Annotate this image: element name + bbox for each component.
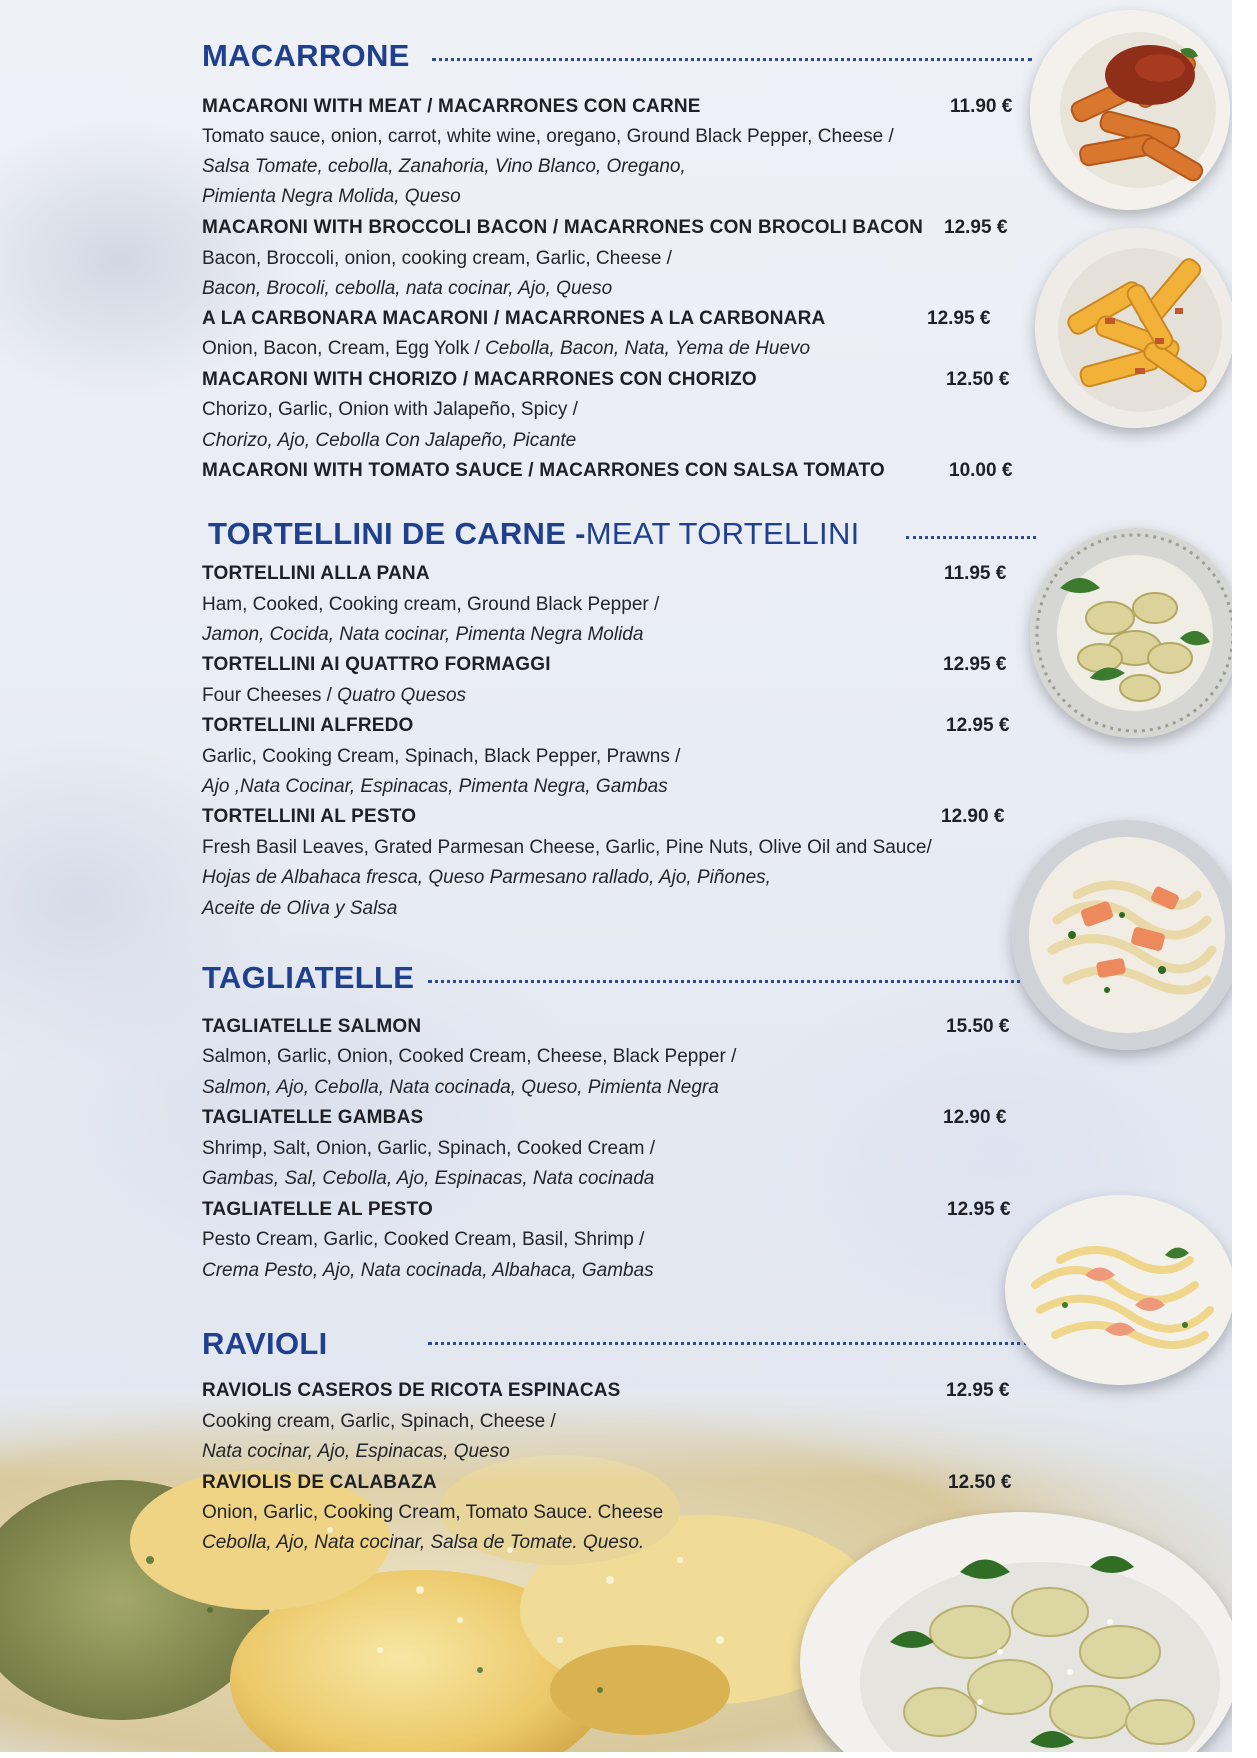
dish-desc: Chorizo, Garlic, Onion with Jalapeño, Spicy / [202, 399, 578, 420]
dish-desc: Tomato sauce, onion, carrot, white wine, oregano, Ground Black Pepper, Cheese / [202, 126, 894, 147]
dish-desc [202, 338, 810, 360]
dish-desc-es: Pimienta Negra Molida, Queso [202, 186, 461, 207]
dish-desc-es: Salsa Tomate, cebolla, Zanahoria, Vino Blanco, Oregano, [202, 156, 686, 177]
dish-name: MACARONI WITH TOMATO SAUCE / MACARRONES CON SALSA TOMATO [202, 460, 885, 481]
dish-price: 12.95 € [943, 654, 1007, 675]
dish-desc: Ham, Cooked, Cooking cream, Ground Black Pepper / [202, 594, 660, 615]
dish-desc: Onion, Garlic, Cooking Cream, Tomato Sauce. Cheese [202, 1502, 664, 1523]
penne-carbonara-photo [1035, 228, 1232, 428]
dish-name: TORTELLINI ALLA PANA [202, 563, 430, 584]
page-margin-bottom [0, 1752, 1257, 1758]
dish-name: MACARONI WITH MEAT / MACARRONES CON CARNE [202, 96, 701, 117]
dish-desc-es: Salmon, Ajo, Cebolla, Nata cocinada, Queso, Pimienta Negra [202, 1077, 719, 1098]
dish-desc: Garlic, Cooking Cream, Spinach, Black Pepper, Prawns / [202, 746, 681, 767]
section-title-tagliatelle: TAGLIATELLE [202, 960, 415, 995]
title-dots [428, 1342, 1028, 1345]
dish-price: 12.90 € [943, 1107, 1007, 1128]
dish-name: TORTELLINI AI QUATTRO FORMAGGI [202, 654, 551, 675]
dish-price: 12.50 € [948, 1472, 1012, 1493]
dish-desc-es: Jamon, Cocida, Nata cocinar, Pimenta Negra Molida [202, 624, 644, 645]
dish-price: 12.50 € [946, 369, 1010, 390]
tagliatelle-shrimp-photo [1005, 1195, 1232, 1385]
dish-price: 12.90 € [941, 806, 1005, 827]
dish-price: 12.95 € [944, 217, 1008, 238]
tortellini-basil-photo [1030, 528, 1232, 738]
dish-price: 12.95 € [946, 715, 1010, 736]
dish-name: TAGLIATELLE AL PESTO [202, 1199, 433, 1220]
dish-desc-es: Cebolla, Bacon, Nata, Yema de Huevo [485, 338, 811, 359]
dish-desc: Bacon, Broccoli, onion, cooking cream, Garlic, Cheese / [202, 248, 672, 269]
section-title-ravioli: RAVIOLI [202, 1326, 328, 1361]
title-dots [428, 980, 1028, 983]
dish-name: RAVIOLIS CASEROS DE RICOTA ESPINACAS [202, 1380, 621, 1401]
dish-desc [202, 685, 466, 707]
section-title-light: MEAT TORTELLINI [585, 516, 860, 551]
tagliatelle-salmon-photo [1012, 820, 1232, 1050]
dish-name: TORTELLINI ALFREDO [202, 715, 414, 736]
dish-price: 12.95 € [927, 308, 991, 329]
dish-desc-es: Gambas, Sal, Cebolla, Ajo, Espinacas, Nata cocinada [202, 1168, 655, 1189]
dish-price: 15.50 € [946, 1016, 1010, 1037]
dish-desc-es: Bacon, Brocoli, cebolla, nata cocinar, Ajo, Queso [202, 278, 613, 299]
section-title-bold: TORTELLINI DE CARNE - [208, 516, 586, 551]
dish-name: TORTELLINI AL PESTO [202, 806, 417, 827]
dish-desc-es: Ajo ,Nata Cocinar, Espinacas, Pimenta Negra, Gambas [202, 776, 668, 797]
dish-price: 12.95 € [946, 1380, 1010, 1401]
dish-price: 11.95 € [944, 563, 1007, 584]
dish-desc-es: Nata cocinar, Ajo, Espinacas, Queso [202, 1441, 510, 1462]
dish-desc: Shrimp, Salt, Onion, Garlic, Spinach, Cooked Cream / [202, 1138, 656, 1159]
section-title-tortellini [208, 506, 860, 552]
dish-name: A LA CARBONARA MACARONI / MACARRONES A LA CARBONARA [202, 308, 826, 329]
dish-desc: Cooking cream, Garlic, Spinach, Cheese / [202, 1411, 556, 1432]
dish-desc-es: Crema Pesto, Ajo, Nata cocinada, Albahaca, Gambas [202, 1260, 654, 1281]
dish-name: TAGLIATELLE GAMBAS [202, 1107, 424, 1128]
title-dots [432, 58, 1032, 61]
penne-bolognese-photo [1030, 10, 1230, 210]
dish-desc-es: Chorizo, Ajo, Cebolla Con Jalapeño, Picante [202, 430, 577, 451]
dish-name: TAGLIATELLE SALMON [202, 1016, 422, 1037]
dish-desc-es: Quatro Quesos [337, 685, 467, 706]
page-margin-right [1232, 0, 1257, 1758]
dish-desc-plain: Four Cheeses / [202, 685, 338, 706]
section-title-macarrone: MACARRONE [202, 38, 410, 73]
dish-desc-es: Hojas de Albahaca fresca, Queso Parmesano rallado, Ajo, Piñones, [202, 867, 771, 888]
dish-desc-es: Aceite de Oliva y Salsa [202, 898, 398, 919]
dish-name: MACARONI WITH BROCCOLI BACON / MACARRONES CON BROCOLI BACON [202, 217, 924, 238]
title-dots [906, 536, 1036, 539]
dish-name: MACARONI WITH CHORIZO / MACARRONES CON CHORIZO [202, 369, 757, 390]
dish-desc-es: Cebolla, Ajo, Nata cocinar, Salsa de Tomate. Queso. [202, 1532, 645, 1553]
dish-desc: Fresh Basil Leaves, Grated Parmesan Cheese, Garlic, Pine Nuts, Olive Oil and Sauce/ [202, 837, 932, 858]
dish-price: 12.95 € [947, 1199, 1011, 1220]
dish-price: 10.00 € [949, 460, 1013, 481]
dish-name: RAVIOLIS DE CALABAZA [202, 1472, 437, 1493]
dish-desc: Salmon, Garlic, Onion, Cooked Cream, Cheese, Black Pepper / [202, 1046, 737, 1067]
dish-price: 11.90 € [950, 96, 1013, 117]
dish-desc-plain: Onion, Bacon, Cream, Egg Yolk / [202, 338, 486, 359]
dish-desc: Pesto Cream, Garlic, Cooked Cream, Basil, Shrimp / [202, 1229, 645, 1250]
